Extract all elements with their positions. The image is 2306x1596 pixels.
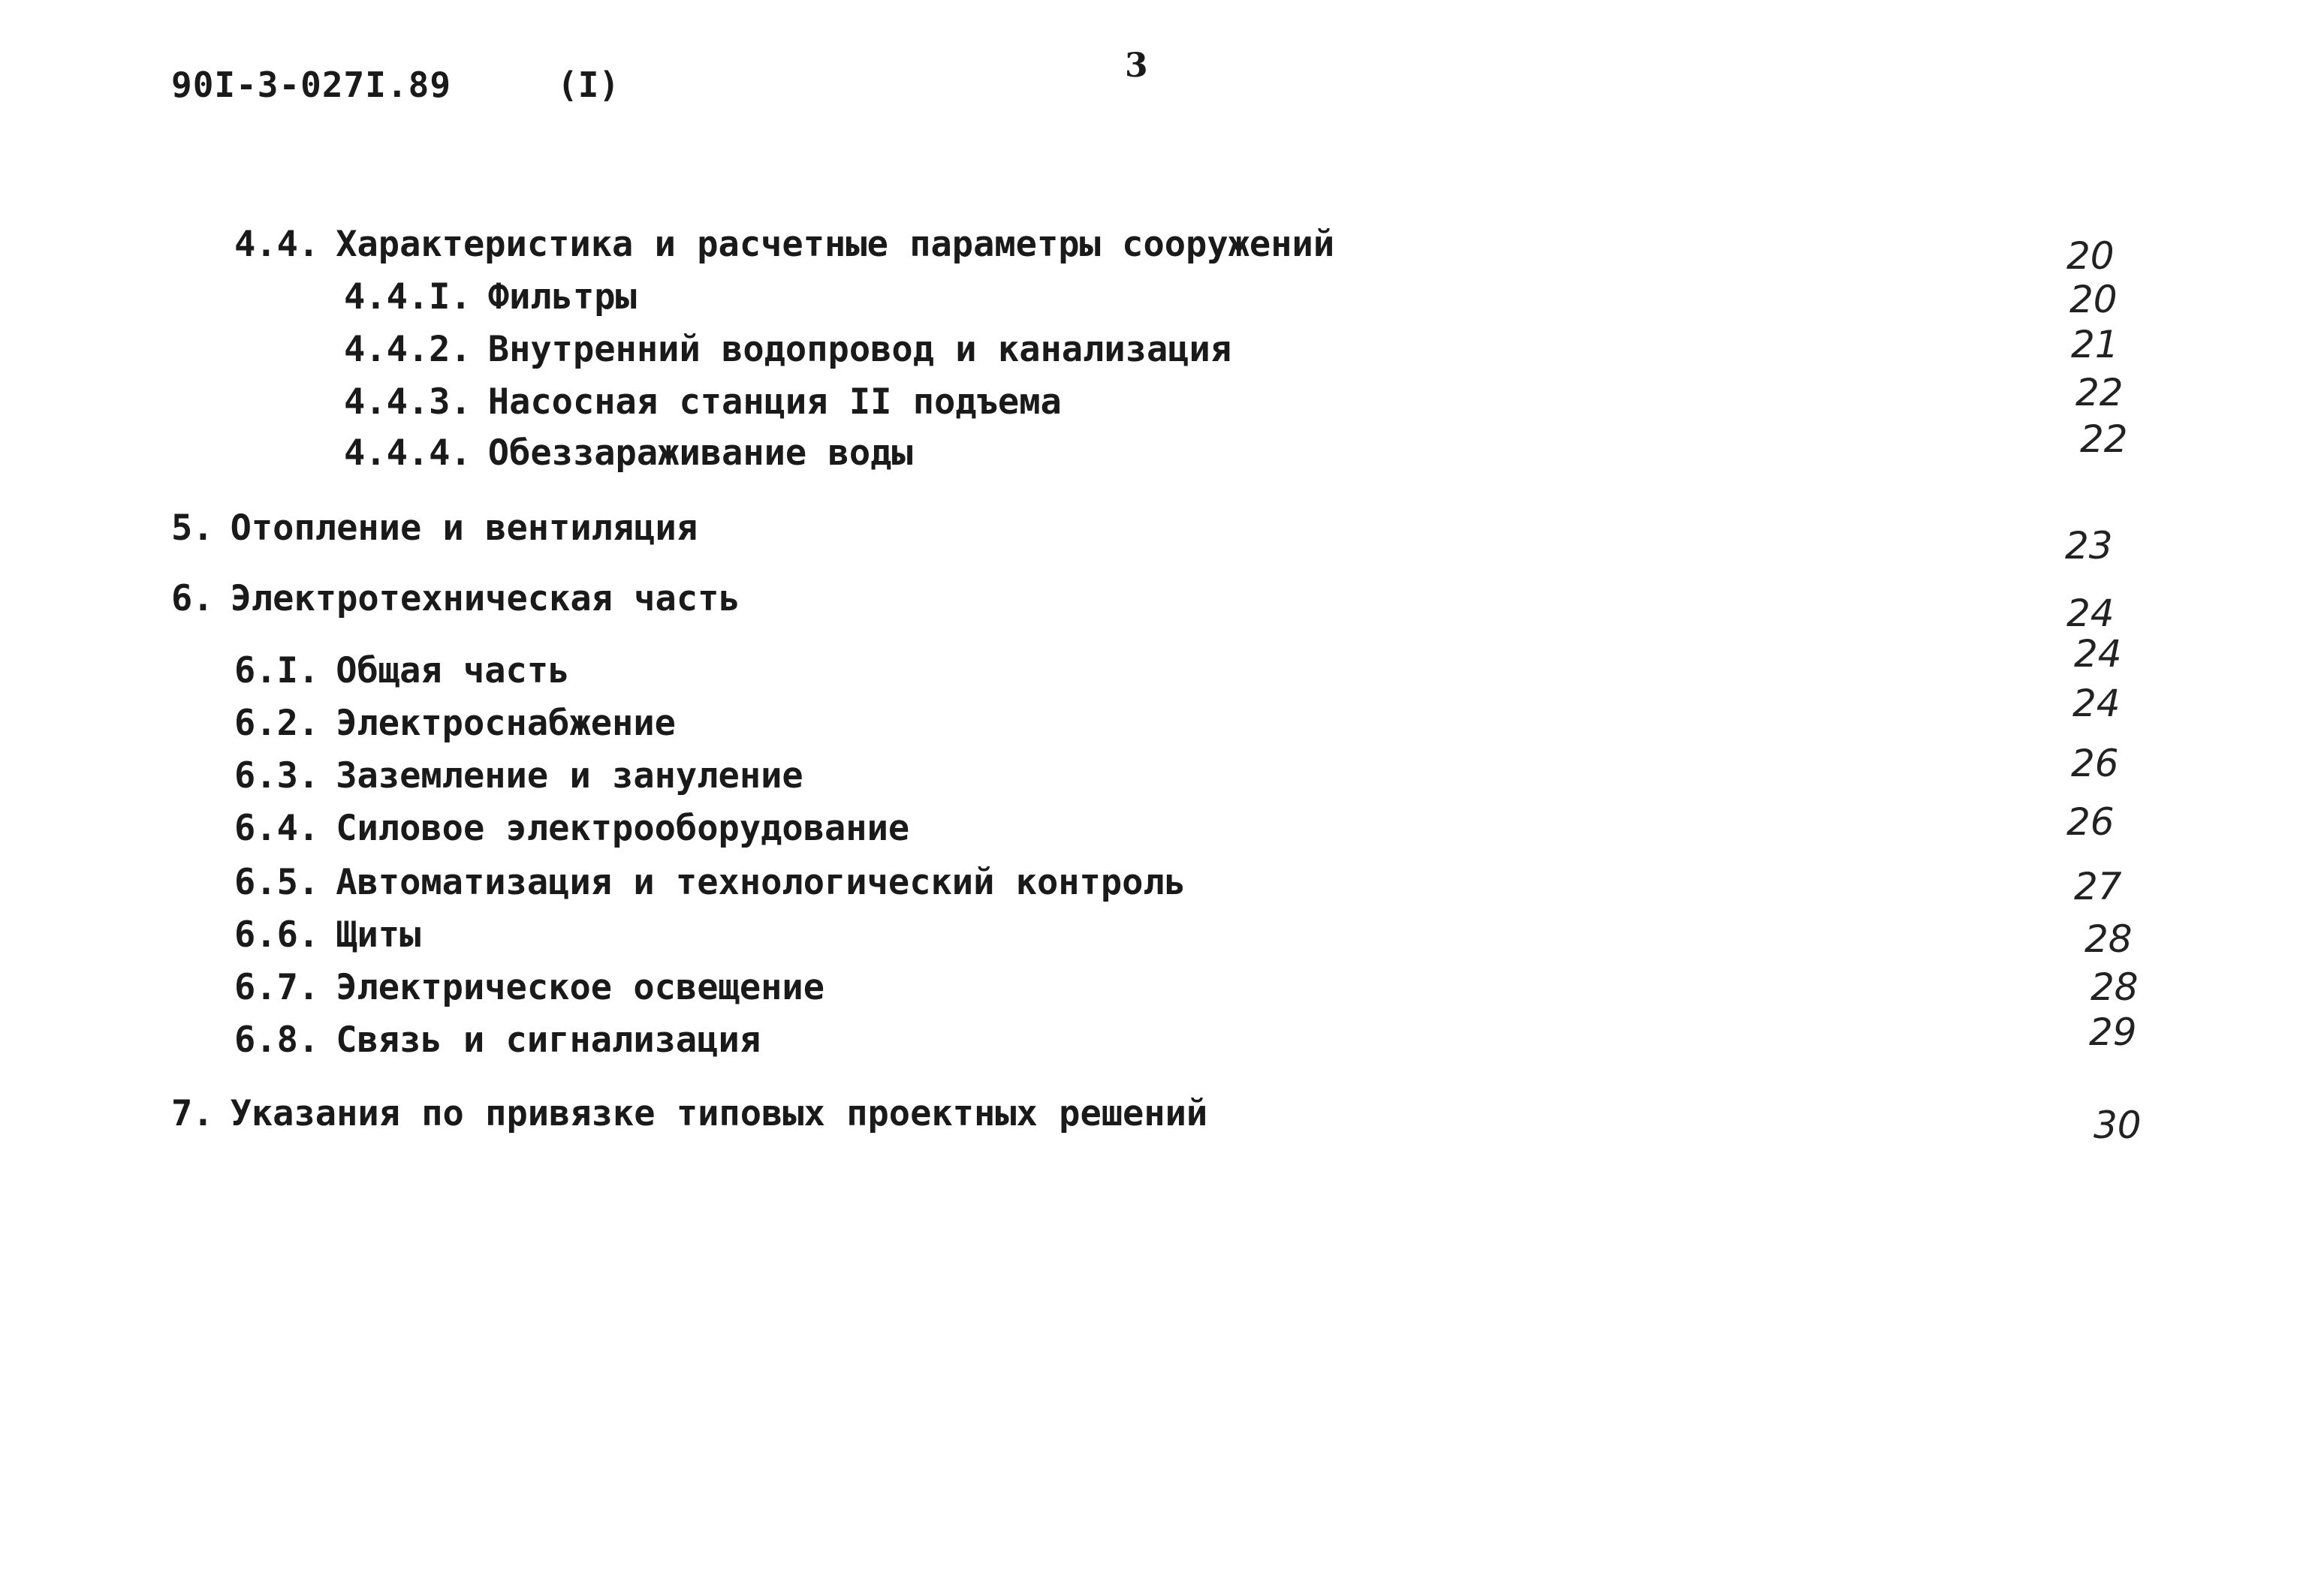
toc-entry-number: 4.4.I. bbox=[344, 276, 472, 318]
toc-entry-page: 28 bbox=[2084, 917, 2133, 961]
toc-entry-number: 6.6. bbox=[234, 914, 320, 956]
toc-entry-6-5 bbox=[234, 862, 1186, 903]
toc-entry-number: 6.8. bbox=[234, 1019, 320, 1061]
toc-entry-number: 6.7. bbox=[234, 967, 320, 1008]
toc-entry-page: 26 bbox=[2066, 800, 2115, 844]
toc-entry-page: 21 bbox=[2071, 323, 2119, 366]
toc-entry-5 bbox=[171, 507, 698, 549]
toc-entry-4-4-1 bbox=[344, 276, 637, 318]
toc-entry-6-1 bbox=[234, 650, 570, 691]
part-mark: (I) bbox=[557, 65, 620, 105]
toc-entry-page: 22 bbox=[2075, 371, 2124, 414]
toc-entry-title: Фильтры bbox=[487, 276, 637, 318]
toc-entry-title: Электротехническая часть bbox=[230, 578, 740, 619]
toc-entry-7 bbox=[171, 1093, 1208, 1134]
toc-entry-page: 22 bbox=[2080, 417, 2128, 461]
toc-entry-number: 5. bbox=[171, 507, 214, 549]
document-code: 90I-3-027I.89 bbox=[171, 65, 452, 105]
toc-entry-title: Щиты bbox=[336, 914, 421, 956]
toc-entry-title: Характеристика и расчетные параметры сооружений bbox=[336, 224, 1335, 265]
toc-entry-4-4-2 bbox=[344, 329, 1232, 370]
toc-entry-number: 6.5. bbox=[234, 862, 320, 903]
toc-entry-number: 6. bbox=[171, 578, 214, 619]
page-number: 3 bbox=[1125, 47, 1148, 85]
toc-entry-number: 6.3. bbox=[234, 755, 320, 796]
toc-entry-number: 4.4.2. bbox=[344, 329, 472, 370]
toc-entry-page: 20 bbox=[2069, 278, 2118, 321]
toc-entry-6 bbox=[171, 578, 740, 619]
toc-entry-page: 29 bbox=[2089, 1010, 2137, 1054]
toc-entry-title: Отопление и вентиляция bbox=[230, 507, 698, 549]
toc-entry-title: Указания по привязке типовых проектных решений bbox=[230, 1093, 1208, 1134]
toc-entry-page: 30 bbox=[2093, 1104, 2142, 1147]
toc-entry-6-2 bbox=[234, 703, 676, 744]
toc-entry-page: 24 bbox=[2072, 682, 2121, 725]
toc-entry-page: 24 bbox=[2074, 632, 2122, 676]
toc-entry-6-7 bbox=[234, 967, 825, 1008]
toc-entry-title: Связь и сигнализация bbox=[336, 1019, 761, 1061]
toc-entry-number: 6.4. bbox=[234, 808, 320, 849]
toc-entry-title: Автоматизация и технологический контроль bbox=[336, 862, 1186, 903]
toc-entry-page: 24 bbox=[2066, 592, 2115, 635]
toc-entry-title: Насосная станция II подъема bbox=[487, 381, 1062, 423]
toc-entry-4-4 bbox=[234, 224, 1335, 265]
toc-entry-number: 4.4. bbox=[234, 224, 320, 265]
toc-entry-number: 4.4.4. bbox=[344, 432, 472, 474]
toc-entry-number: 6.2. bbox=[234, 703, 320, 744]
toc-entry-title: Заземление и зануление bbox=[336, 755, 803, 796]
toc-entry-title: Электроснабжение bbox=[336, 703, 676, 744]
toc-entry-page: 27 bbox=[2074, 865, 2122, 908]
toc-entry-title: Общая часть bbox=[336, 650, 570, 691]
toc-entry-number: 7. bbox=[171, 1093, 214, 1134]
toc-entry-number: 6.I. bbox=[234, 650, 320, 691]
toc-entry-4-4-3 bbox=[344, 381, 1062, 423]
toc-entry-6-6 bbox=[234, 914, 421, 956]
toc-entry-title: Силовое электрооборудование bbox=[336, 808, 910, 849]
toc-entry-page: 20 bbox=[2066, 234, 2115, 278]
toc-entry-4-4-4 bbox=[344, 432, 913, 474]
toc-entry-6-8 bbox=[234, 1019, 761, 1061]
toc-entry-title: Внутренний водопровод и канализация bbox=[487, 329, 1232, 370]
toc-entry-page: 28 bbox=[2090, 965, 2139, 1009]
toc-entry-title: Электрическое освещение bbox=[336, 967, 825, 1008]
toc-entry-6-3 bbox=[234, 755, 803, 796]
toc-entry-6-4 bbox=[234, 808, 910, 849]
toc-entry-page: 23 bbox=[2065, 524, 2113, 568]
toc-entry-page: 26 bbox=[2071, 742, 2119, 785]
toc-entry-number: 4.4.3. bbox=[344, 381, 472, 423]
toc-entry-title: Обеззараживание воды bbox=[487, 432, 913, 474]
